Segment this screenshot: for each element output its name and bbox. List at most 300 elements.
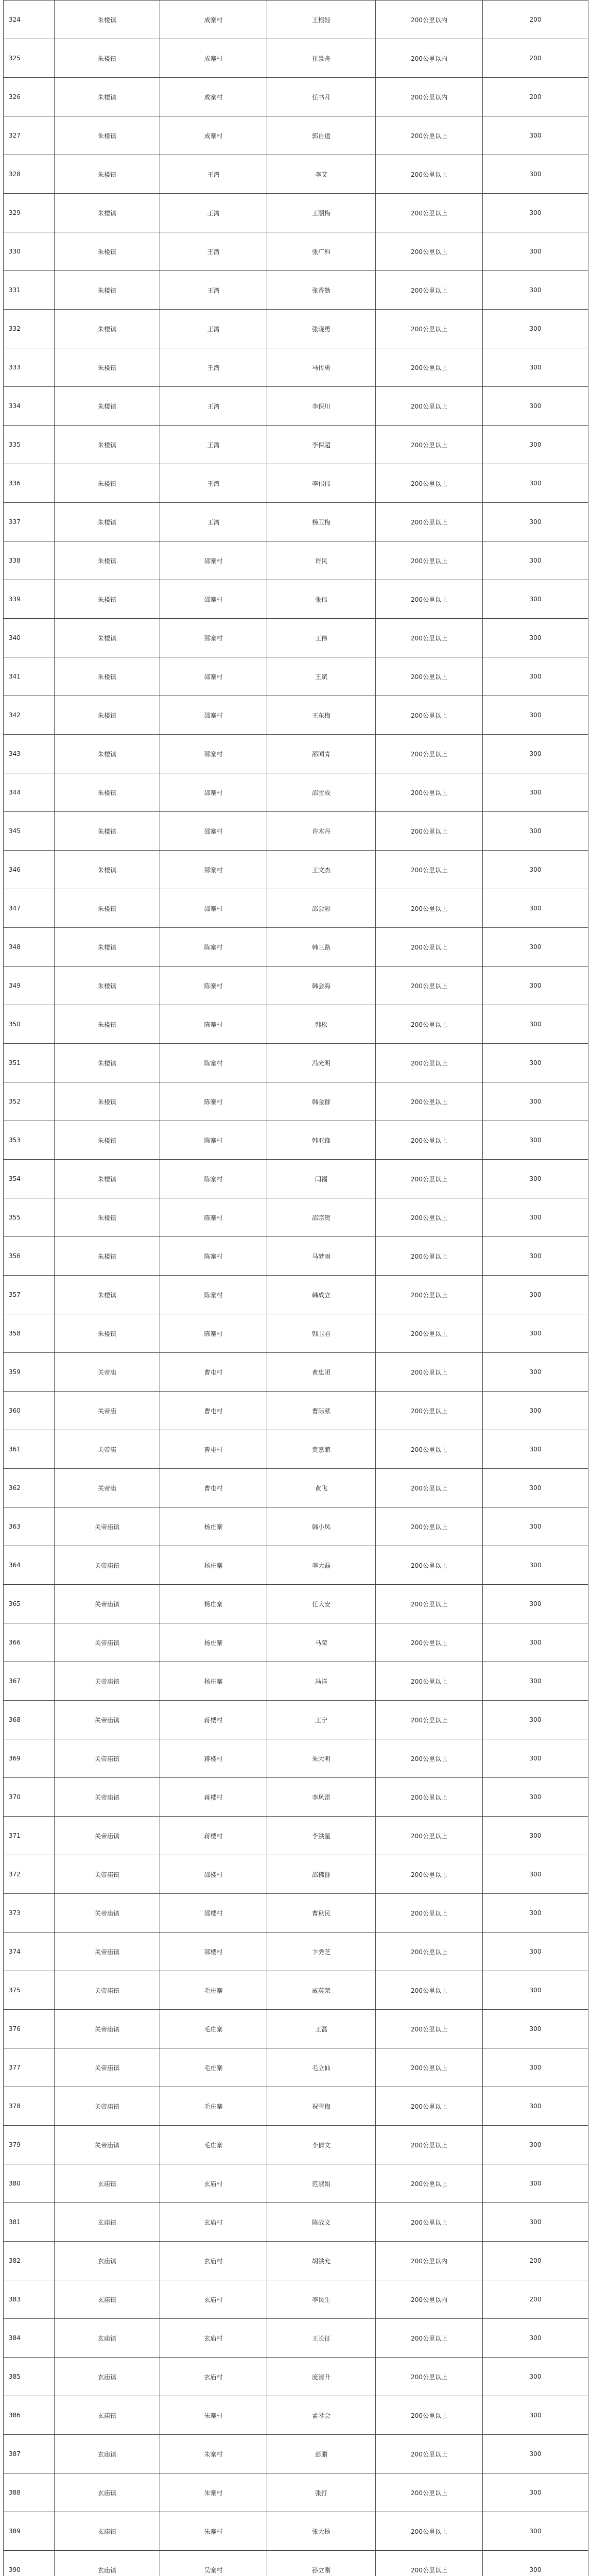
town-cell: 关帝庙镇 [55,1971,160,2010]
row-number-cell: 343 [4,735,55,773]
table-row [4,1276,588,1314]
amount-cell: 300 [483,464,588,503]
table-row [4,812,588,851]
row-number-cell: 346 [4,851,55,889]
name-cell: 张晓勇 [267,310,376,348]
name-cell: 冯洋 [267,1662,376,1701]
town-cell: 朱楼镇 [55,426,160,464]
town-cell: 关帝庙镇 [55,1933,160,1971]
distance-cell: 200公里以上 [376,1314,483,1353]
row-number-cell: 328 [4,155,55,194]
town-cell: 朱楼镇 [55,1121,160,1160]
name-cell: 胡洪允 [267,2242,376,2280]
distance-cell: 200公里以上 [376,271,483,310]
village-cell: 邵寨村 [160,812,267,851]
village-cell: 成寨村 [160,39,267,78]
name-cell: 张打 [267,2473,376,2512]
row-number-cell: 337 [4,503,55,541]
row-number-cell: 347 [4,889,55,928]
village-cell: 曹屯村 [160,1430,267,1469]
row-number-cell: 358 [4,1314,55,1353]
row-number-cell: 361 [4,1430,55,1469]
row-number-cell: 378 [4,2087,55,2126]
name-cell: 孙立刚 [267,2551,376,2576]
row-number-cell: 344 [4,773,55,812]
town-cell: 关帝庙镇 [55,1507,160,1546]
row-number-cell: 373 [4,1894,55,1933]
name-cell: 韩亚锋 [267,1121,376,1160]
town-cell: 关帝庙 [55,1392,160,1430]
name-cell: 李保川 [267,387,376,426]
town-cell: 朱楼镇 [55,464,160,503]
name-cell: 张伟 [267,580,376,619]
town-cell: 朱楼镇 [55,1314,160,1353]
village-cell: 朱寨村 [160,2435,267,2473]
village-cell: 毛庄寨 [160,2087,267,2126]
distance-cell: 200公里以上 [376,1585,483,1623]
town-cell: 朱楼镇 [55,271,160,310]
name-cell: 毛立仙 [267,2048,376,2087]
amount-cell: 300 [483,541,588,580]
name-cell: 曹际献 [267,1392,376,1430]
row-number-cell: 382 [4,2242,55,2280]
village-cell: 陈寨村 [160,928,267,967]
distance-cell: 200公里以上 [376,541,483,580]
table-row [4,928,588,967]
table-row [4,387,588,426]
village-cell: 邵寨村 [160,696,267,735]
distance-cell: 200公里以上 [376,851,483,889]
town-cell: 玄庙镇 [55,2473,160,2512]
amount-cell: 300 [483,1121,588,1160]
name-cell: 李风雷 [267,1778,376,1817]
amount-cell: 300 [483,1971,588,2010]
distance-cell: 200公里以上 [376,2048,483,2087]
table-row [4,2396,588,2435]
name-cell: 卞秀芝 [267,1933,376,1971]
town-cell: 关帝庙 [55,1353,160,1392]
distance-cell: 200公里以上 [376,1237,483,1276]
town-cell: 玄庙镇 [55,2203,160,2242]
village-cell: 成寨村 [160,1,267,39]
town-cell: 玄庙镇 [55,2242,160,2280]
row-number-cell: 388 [4,2473,55,2512]
village-cell: 陈寨村 [160,1044,267,1082]
amount-cell: 300 [483,696,588,735]
row-number-cell: 390 [4,2551,55,2576]
amount-cell: 300 [483,116,588,155]
amount-cell: 300 [483,1585,588,1623]
town-cell: 关帝庙镇 [55,1739,160,1778]
village-cell: 毛庄寨 [160,2126,267,2164]
table-row [4,1817,588,1855]
distance-cell: 200公里以上 [376,889,483,928]
town-cell: 朱楼镇 [55,1237,160,1276]
row-number-cell: 360 [4,1392,55,1430]
row-number-cell: 329 [4,194,55,232]
amount-cell: 300 [483,387,588,426]
name-cell: 王文杰 [267,851,376,889]
table-row [4,2435,588,2473]
amount-cell: 300 [483,2087,588,2126]
village-cell: 杨庄寨 [160,1507,267,1546]
row-number-cell: 372 [4,1855,55,1894]
amount-cell: 300 [483,1701,588,1739]
town-cell: 关帝庙镇 [55,1817,160,1855]
table-row [4,2242,588,2280]
distance-cell: 200公里以上 [376,194,483,232]
table-row [4,2164,588,2203]
name-cell: 许木丹 [267,812,376,851]
distance-cell: 200公里以上 [376,232,483,271]
row-number-cell: 377 [4,2048,55,2087]
amount-cell: 300 [483,232,588,271]
town-cell: 玄庙镇 [55,2435,160,2473]
row-number-cell: 359 [4,1353,55,1392]
distance-cell: 200公里以上 [376,2319,483,2358]
name-cell: 王宁 [267,1701,376,1739]
village-cell: 王湾 [160,348,267,387]
village-cell: 曹屯村 [160,1353,267,1392]
amount-cell: 300 [483,2164,588,2203]
town-cell: 关帝庙镇 [55,2087,160,2126]
table-row [4,2512,588,2551]
table-row [4,1933,588,1971]
row-number-cell: 341 [4,657,55,696]
name-cell: 李大磊 [267,1546,376,1585]
table-row [4,1198,588,1237]
table-row [4,1082,588,1121]
town-cell: 朱楼镇 [55,1005,160,1044]
table-row [4,1855,588,1894]
row-number-cell: 334 [4,387,55,426]
name-cell: 祝雪梅 [267,2087,376,2126]
name-cell: 王丽梅 [267,194,376,232]
village-cell: 邵寨村 [160,541,267,580]
table-row [4,2473,588,2512]
row-number-cell: 385 [4,2358,55,2396]
row-number-cell: 364 [4,1546,55,1585]
amount-cell: 300 [483,1430,588,1469]
distance-cell: 200公里以内 [376,2280,483,2319]
town-cell: 朱楼镇 [55,928,160,967]
name-cell: 黄飞 [267,1469,376,1507]
village-cell: 王湾 [160,194,267,232]
distance-cell: 200公里以上 [376,657,483,696]
table-row [4,1585,588,1623]
town-cell: 朱楼镇 [55,1044,160,1082]
village-cell: 朱寨村 [160,2396,267,2435]
village-cell: 杨庄寨 [160,1623,267,1662]
town-cell: 关帝庙镇 [55,1778,160,1817]
amount-cell: 300 [483,967,588,1005]
row-number-cell: 384 [4,2319,55,2358]
row-number-cell: 350 [4,1005,55,1044]
row-number-cell: 332 [4,310,55,348]
records-table-body [4,1,588,2576]
amount-cell: 300 [483,773,588,812]
amount-cell: 300 [483,1198,588,1237]
distance-cell: 200公里以上 [376,1198,483,1237]
table-row [4,2319,588,2358]
village-cell: 邵寨村 [160,851,267,889]
amount-cell: 200 [483,78,588,116]
village-cell: 邵寨村 [160,657,267,696]
village-cell: 陈寨村 [160,1314,267,1353]
name-cell: 邵佛群 [267,1855,376,1894]
name-cell: 王磊 [267,2010,376,2048]
village-cell: 朱寨村 [160,2512,267,2551]
distance-cell: 200公里以上 [376,116,483,155]
table-row [4,773,588,812]
distance-cell: 200公里以上 [376,1701,483,1739]
distance-cell: 200公里以上 [376,348,483,387]
amount-cell: 300 [483,310,588,348]
table-row [4,39,588,78]
village-cell: 陈寨村 [160,1121,267,1160]
village-cell: 王湾 [160,232,267,271]
row-number-cell: 345 [4,812,55,851]
amount-cell: 300 [483,2358,588,2396]
table-row [4,1005,588,1044]
village-cell: 蒋楼村 [160,1817,267,1855]
distance-cell: 200公里以上 [376,2473,483,2512]
table-row [4,541,588,580]
village-cell: 毛庄寨 [160,2048,267,2087]
village-cell: 邵寨村 [160,735,267,773]
amount-cell: 300 [483,1894,588,1933]
distance-cell: 200公里以上 [376,1082,483,1121]
distance-cell: 200公里以上 [376,1933,483,1971]
amount-cell: 300 [483,889,588,928]
village-cell: 杨庄寨 [160,1585,267,1623]
town-cell: 关帝庙镇 [55,1662,160,1701]
village-cell: 陈寨村 [160,1276,267,1314]
table-row [4,464,588,503]
village-cell: 蒋楼村 [160,1701,267,1739]
village-cell: 陈寨村 [160,1005,267,1044]
town-cell: 朱楼镇 [55,194,160,232]
distance-cell: 200公里以上 [376,2512,483,2551]
distance-cell: 200公里以上 [376,1044,483,1082]
row-number-cell: 368 [4,1701,55,1739]
town-cell: 玄庙镇 [55,2164,160,2203]
amount-cell: 300 [483,1469,588,1507]
village-cell: 陈寨村 [160,1160,267,1198]
village-cell: 陈寨村 [160,967,267,1005]
row-number-cell: 366 [4,1623,55,1662]
table-row [4,1971,588,2010]
name-cell: 王伟 [267,619,376,657]
name-cell: 张广科 [267,232,376,271]
town-cell: 玄庙镇 [55,2512,160,2551]
row-number-cell: 365 [4,1585,55,1623]
name-cell: 王长征 [267,2319,376,2358]
distance-cell: 200公里以上 [376,1276,483,1314]
name-cell: 韩小凤 [267,1507,376,1546]
table-row [4,1701,588,1739]
distance-cell: 200公里以上 [376,2010,483,2048]
amount-cell: 300 [483,1739,588,1778]
amount-cell: 300 [483,2126,588,2164]
name-cell: 韩金群 [267,1082,376,1121]
table-row [4,696,588,735]
table-row [4,194,588,232]
village-cell: 邵寨村 [160,619,267,657]
amount-cell: 200 [483,1,588,39]
village-cell: 王湾 [160,155,267,194]
distance-cell: 200公里以上 [376,580,483,619]
row-number-cell: 348 [4,928,55,967]
village-cell: 邵寨村 [160,889,267,928]
village-cell: 陈寨村 [160,1082,267,1121]
village-cell: 邵楼村 [160,1933,267,1971]
table-row [4,1546,588,1585]
table-row [4,619,588,657]
name-cell: 任书月 [267,78,376,116]
table-row [4,2280,588,2319]
amount-cell: 300 [483,2473,588,2512]
distance-cell: 200公里以上 [376,619,483,657]
distance-cell: 200公里以上 [376,1623,483,1662]
village-cell: 曹屯村 [160,1469,267,1507]
table-row [4,580,588,619]
table-row [4,2087,588,2126]
name-cell: 韩成立 [267,1276,376,1314]
records-table [3,0,588,2576]
amount-cell: 300 [483,1507,588,1546]
amount-cell: 300 [483,1314,588,1353]
town-cell: 朱楼镇 [55,889,160,928]
amount-cell: 300 [483,812,588,851]
amount-cell: 300 [483,1778,588,1817]
amount-cell: 300 [483,271,588,310]
village-cell: 玄庙村 [160,2164,267,2203]
amount-cell: 300 [483,155,588,194]
amount-cell: 300 [483,1237,588,1276]
amount-cell: 300 [483,194,588,232]
town-cell: 朱楼镇 [55,851,160,889]
table-row [4,1662,588,1701]
amount-cell: 300 [483,1353,588,1392]
row-number-cell: 354 [4,1160,55,1198]
row-number-cell: 342 [4,696,55,735]
distance-cell: 200公里以上 [376,1855,483,1894]
distance-cell: 200公里以上 [376,2435,483,2473]
town-cell: 玄庙镇 [55,2551,160,2576]
table-row [4,657,588,696]
amount-cell: 300 [483,1082,588,1121]
table-row [4,967,588,1005]
town-cell: 关帝庙镇 [55,1701,160,1739]
name-cell: 李艾 [267,155,376,194]
town-cell: 朱楼镇 [55,78,160,116]
town-cell: 朱楼镇 [55,735,160,773]
table-row [4,1778,588,1817]
village-cell: 毛庄寨 [160,1971,267,2010]
name-cell: 马荣 [267,1623,376,1662]
distance-cell: 200公里以上 [376,1507,483,1546]
town-cell: 关帝庙 [55,1430,160,1469]
amount-cell: 300 [483,928,588,967]
town-cell: 关帝庙 [55,1469,160,1507]
village-cell: 玄庙村 [160,2203,267,2242]
table-row [4,1894,588,1933]
distance-cell: 200公里以上 [376,1353,483,1392]
distance-cell: 200公里以上 [376,1739,483,1778]
name-cell: 邵会彩 [267,889,376,928]
table-row [4,1469,588,1507]
name-cell: 闫福 [267,1160,376,1198]
town-cell: 关帝庙镇 [55,2010,160,2048]
name-cell: 王根轻 [267,1,376,39]
village-cell: 邵寨村 [160,773,267,812]
name-cell: 彭鹏 [267,2435,376,2473]
amount-cell: 300 [483,426,588,464]
distance-cell: 200公里以上 [376,503,483,541]
distance-cell: 200公里以内 [376,78,483,116]
distance-cell: 200公里以上 [376,155,483,194]
town-cell: 朱楼镇 [55,155,160,194]
distance-cell: 200公里以上 [376,967,483,1005]
table-row [4,1237,588,1276]
row-number-cell: 324 [4,1,55,39]
name-cell: 任大安 [267,1585,376,1623]
distance-cell: 200公里以上 [376,2551,483,2576]
amount-cell: 300 [483,1005,588,1044]
town-cell: 朱楼镇 [55,1160,160,1198]
table-row [4,2010,588,2048]
row-number-cell: 376 [4,2010,55,2048]
table-row [4,2048,588,2087]
name-cell: 崔景舟 [267,39,376,78]
distance-cell: 200公里以上 [376,464,483,503]
name-cell: 黄忠团 [267,1353,376,1392]
table-row [4,2203,588,2242]
table-row [4,1160,588,1198]
amount-cell: 300 [483,619,588,657]
name-cell: 李倩文 [267,2126,376,2164]
table-row [4,426,588,464]
row-number-cell: 383 [4,2280,55,2319]
amount-cell: 300 [483,348,588,387]
village-cell: 曹屯村 [160,1392,267,1430]
distance-cell: 200公里以上 [376,1778,483,1817]
distance-cell: 200公里以上 [376,1005,483,1044]
table-row [4,1430,588,1469]
distance-cell: 200公里以上 [376,2358,483,2396]
table-row [4,735,588,773]
village-cell: 邵寨村 [160,580,267,619]
table-row [4,2551,588,2576]
row-number-cell: 357 [4,1276,55,1314]
row-number-cell: 362 [4,1469,55,1507]
amount-cell: 300 [483,1044,588,1082]
table-row [4,155,588,194]
name-cell: 邵宗贺 [267,1198,376,1237]
name-cell: 范淑娟 [267,2164,376,2203]
town-cell: 朱楼镇 [55,657,160,696]
town-cell: 关帝庙镇 [55,1585,160,1623]
amount-cell: 300 [483,1276,588,1314]
row-number-cell: 387 [4,2435,55,2473]
name-cell: 冯光明 [267,1044,376,1082]
town-cell: 关帝庙镇 [55,1855,160,1894]
village-cell: 陈寨村 [160,1198,267,1237]
name-cell: 李洪星 [267,1817,376,1855]
amount-cell: 200 [483,39,588,78]
town-cell: 朱楼镇 [55,541,160,580]
